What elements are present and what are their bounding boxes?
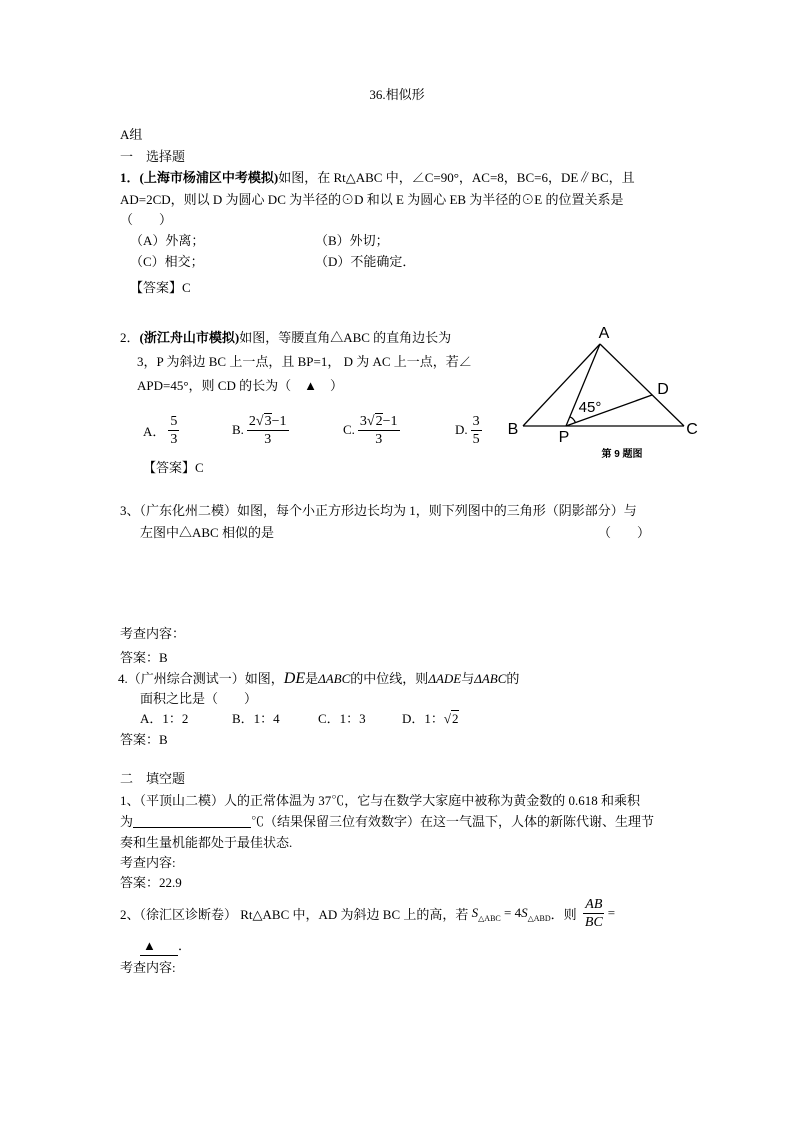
q2-option-b (232, 410, 292, 450)
fraction (471, 413, 482, 448)
fraction (358, 413, 400, 448)
q1-text-1: 如图，在 Rt△ABC 中，∠C=90°，AC=8，BC=6，DE∥BC，且 (278, 170, 635, 185)
answer-blank-triangle-mark: ▲ (140, 937, 178, 956)
q1-option-c: （C）相交； (130, 254, 204, 269)
q1-answer: 【答案】C (130, 280, 191, 295)
area-subscript: △ABC (478, 914, 501, 923)
q4-option-c: C．1：3 (318, 711, 366, 726)
coefficient: 2 (248, 413, 256, 429)
q2-text-1: 如图，等腰直角△ABC 的直角边长为 (239, 330, 452, 345)
fill-q1-line-1: 1、（平顶山二模）人的正常体温为 37℃，它与在数学大家庭中被称为黄金数的 0.618 和乘积 (120, 793, 641, 808)
area-symbol: S (471, 905, 479, 920)
answer-blank-underline (133, 814, 251, 828)
numerator (247, 413, 289, 431)
angle-label: 45° (578, 399, 602, 416)
point-label-p: P (558, 429, 570, 446)
angle-arc (570, 417, 576, 423)
area-term-abd (521, 905, 551, 921)
q4-line-2: 面积之比是（ ） (140, 691, 258, 706)
q1-answer-bracket: （ ） (120, 212, 173, 227)
group-label: A组 (120, 127, 143, 142)
denominator: 5 (472, 431, 480, 447)
fill-q2-line-1 (120, 893, 615, 933)
radical-sign: √ (255, 413, 264, 429)
numerator-rest: −1 (382, 413, 398, 429)
q4-option-b: B．1：4 (232, 711, 280, 726)
fill-q1-text-post: ℃（结果保留三位有效数字）在这一气温下，人体的新陈代谢、生理节 (251, 814, 655, 829)
fill-q2-review-label: 考查内容: (120, 960, 176, 975)
coefficient: 3 (359, 413, 367, 429)
q4-text: 与 (461, 671, 475, 686)
fill-q1-line-3: 奏和生量机能都处于最佳状态. (120, 835, 293, 850)
side-ac-line (600, 344, 684, 426)
fraction-ab-over-bc (583, 896, 605, 931)
fill-q1-answer: 答案：22.9 (120, 875, 182, 890)
q2-answer: 【答案】C (143, 460, 204, 475)
q4-option-a: A．1：2 (140, 711, 189, 726)
numerator (358, 413, 400, 431)
fill-q2-prefix: 2、（徐汇区诊断卷） Rt△ABC 中，AD 为斜边 BC 上的高，若 (120, 906, 472, 922)
q1-option-d: （D）不能确定． (315, 254, 416, 269)
q1-number: 1． (120, 170, 140, 185)
radicand: 2 (375, 413, 383, 429)
fill-q2-equals: = (607, 905, 616, 920)
radical-sign: √ (366, 413, 375, 429)
q2-option-a (143, 410, 182, 450)
q3-line-1: 3、（广东化州二模）如图，每个小正方形边长均为 1，则下列图中的三角形（阴影部分）与 (120, 503, 637, 518)
q2-option-d (455, 410, 485, 450)
denominator: BC (584, 914, 603, 930)
q2-option-a-label: A． (143, 423, 166, 439)
denominator: 3 (264, 431, 272, 447)
fill-q1-review-label: 考查内容: (120, 855, 176, 870)
fill-q1-text-pre: 为 (120, 814, 134, 829)
q2-option-b-label: B. (232, 422, 244, 437)
q3-line-2: 左图中△ABC 相似的是 (140, 525, 274, 540)
fill-q2-then: ．则 (550, 906, 580, 922)
q4-text: 是 (305, 671, 319, 686)
q3-answer: 答案：B (120, 650, 168, 665)
q2-triangle-figure (500, 322, 710, 462)
q4-text: 的 (506, 671, 520, 686)
point-label-d: D (657, 381, 669, 398)
figure-caption: 第 9 题图 (601, 449, 643, 460)
q1-line-2: AD=2CD，则以 D 为圆心 DC 为半径的⊙D 和以 E 为圆心 EB 为半径的⊙E 的位置关系是 (120, 192, 624, 207)
q2-line-3: APD=45°，则 CD 的长为（ ▲ ） (137, 378, 343, 393)
math-triangle-abc: ΔABC (474, 671, 507, 686)
q1-option-b: （B）外切； (315, 233, 389, 248)
numerator: 5 (170, 413, 178, 429)
vertex-label-a: A (598, 325, 610, 342)
numerator: 3 (472, 413, 480, 429)
denominator: 3 (375, 431, 383, 447)
q2-line-2: 3，P 为斜边 BC 上一点，且 BP=1， D 为 AC 上一点，若∠ (137, 354, 472, 369)
q2-source: (浙江舟山市模拟) (139, 330, 240, 345)
q1-option-a: （A）外离； (130, 233, 205, 248)
q4-prefix: 4.（广州综合测试一）如图， (118, 671, 284, 686)
q2-option-d-label: D. (455, 422, 468, 437)
numerator-rest: −1 (271, 413, 287, 429)
radicand: 3 (264, 413, 272, 429)
q4-option-d (402, 710, 459, 728)
q2-line-1 (120, 329, 451, 347)
vertex-label-b: B (507, 421, 519, 438)
area-subscript: △ABD (527, 914, 551, 923)
math-triangle-abc: ΔABC (318, 671, 351, 686)
area-symbol: S (521, 905, 528, 920)
math-de: DE (283, 670, 306, 687)
numerator: AB (585, 896, 603, 912)
area-term-abc (472, 905, 501, 921)
vertex-label-c: C (686, 421, 698, 438)
section-heading-choice: 一 选择题 (120, 149, 186, 164)
radical-sign: √ (443, 711, 452, 726)
q2-option-c (343, 410, 403, 450)
fraction (168, 413, 179, 448)
fill-q2-line-2 (140, 937, 191, 956)
q2-option-c-label: C. (343, 422, 355, 437)
q1-line-1 (120, 169, 635, 187)
q2-number: 2． (120, 330, 140, 345)
q3-answer-bracket: （ ） (598, 525, 651, 540)
q1-source: (上海市杨浦区中考模拟) (139, 170, 279, 185)
math-triangle-ade: ΔADE (428, 671, 462, 686)
denominator: 3 (170, 431, 178, 447)
q4-option-d-label: D．1： (402, 711, 444, 726)
radicand: 2 (452, 711, 459, 726)
fill-q2-end: ． (178, 938, 192, 953)
section-heading-fill: 二 填空题 (120, 771, 186, 786)
fill-q1-line-2 (120, 813, 654, 831)
page-title: 36.相似形 (369, 87, 425, 102)
q4-answer: 答案：B (120, 732, 168, 747)
q4-text: 的中位线，则 (350, 671, 429, 686)
fill-q2-equals-four: = 4 (500, 905, 522, 920)
q4-line-1 (118, 670, 519, 688)
fraction (247, 413, 289, 448)
q3-review-label: 考查内容： (120, 626, 186, 641)
